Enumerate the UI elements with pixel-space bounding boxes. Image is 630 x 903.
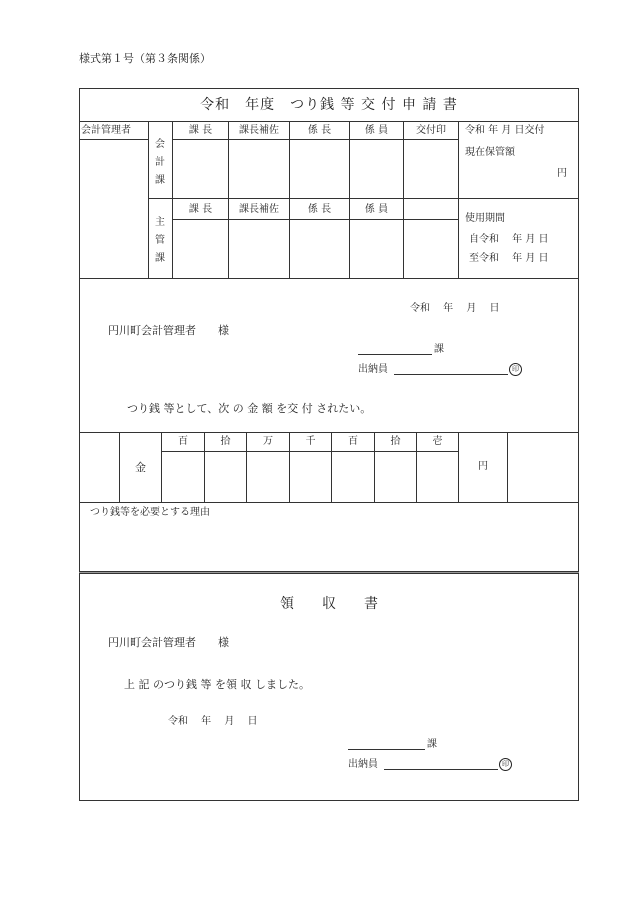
receipt-seal xyxy=(498,758,512,771)
current-balance-yen: 円 xyxy=(557,168,567,179)
digit-ten-thousand: 万 xyxy=(263,436,273,447)
application-cashier-label: 出納員 xyxy=(358,364,388,375)
accounting-col-staff: 係 員 xyxy=(364,125,389,136)
request-text: つり銭 等として、次 の 金 額 を交 付 されたい。 xyxy=(127,402,372,415)
application-dept-suffix: 課 xyxy=(434,344,444,355)
digit-thousand: 千 xyxy=(305,436,316,447)
accounting-col-unit-chief: 係 長 xyxy=(307,125,332,136)
accounting-col-delivery-seal: 交付印 xyxy=(416,125,446,136)
usage-period-to: 至令和 年 月 日 xyxy=(469,253,549,264)
application-title: 令和 年度 つり銭 等 交 付 申 請 書 xyxy=(200,97,458,113)
accounting-dept-label: 会計課 xyxy=(155,139,165,186)
digit-hundred: 百 xyxy=(348,436,358,447)
main-col-staff: 係 員 xyxy=(364,204,389,215)
seal-icon: 印 xyxy=(499,758,512,771)
form-number: 様式第１号（第３条関係） xyxy=(79,52,211,65)
main-col-assistant-chief: 課長補佐 xyxy=(239,204,279,215)
digit-hundred-million: 百 xyxy=(178,436,188,447)
receipt-dept-suffix: 課 xyxy=(427,739,437,750)
seal-icon: 印 xyxy=(509,363,522,376)
current-balance-label: 現在保管額 xyxy=(465,147,515,158)
usage-period-from: 自令和 年 月 日 xyxy=(469,234,549,245)
main-dept-label: 主管課 xyxy=(155,217,165,264)
amount-yen: 円 xyxy=(478,461,488,472)
receipt-text: 上 記 のつり銭 等 を領 収 しました。 xyxy=(124,678,310,691)
accounting-manager-label: 会計管理者 xyxy=(81,125,131,136)
accounting-col-section-chief: 課 長 xyxy=(188,125,213,136)
main-col-unit-chief: 係 長 xyxy=(307,204,332,215)
digit-one: 壱 xyxy=(432,436,443,447)
digit-ten: 拾 xyxy=(390,436,401,447)
reason-label: つり銭等を必要とする理由 xyxy=(90,507,210,518)
accounting-col-assistant-chief: 課長補佐 xyxy=(239,125,279,136)
receipt-cashier-label: 出納員 xyxy=(348,759,378,770)
receipt-title: 領 収 書 xyxy=(280,596,378,612)
usage-period-label: 使用期間 xyxy=(465,213,505,224)
application-date: 令和 年 月 日 xyxy=(410,303,500,314)
amount-label: 金 xyxy=(135,461,146,474)
application-seal xyxy=(508,363,522,376)
receipt-date: 令和 年 月 日 xyxy=(168,716,258,727)
digit-ten-million: 拾 xyxy=(220,436,231,447)
application-addressee: 円川町会計管理者 様 xyxy=(108,324,229,337)
receipt-addressee: 円川町会計管理者 様 xyxy=(108,636,229,649)
main-col-section-chief: 課 長 xyxy=(188,204,213,215)
delivery-date: 令和 年 月 日交付 xyxy=(465,125,545,136)
